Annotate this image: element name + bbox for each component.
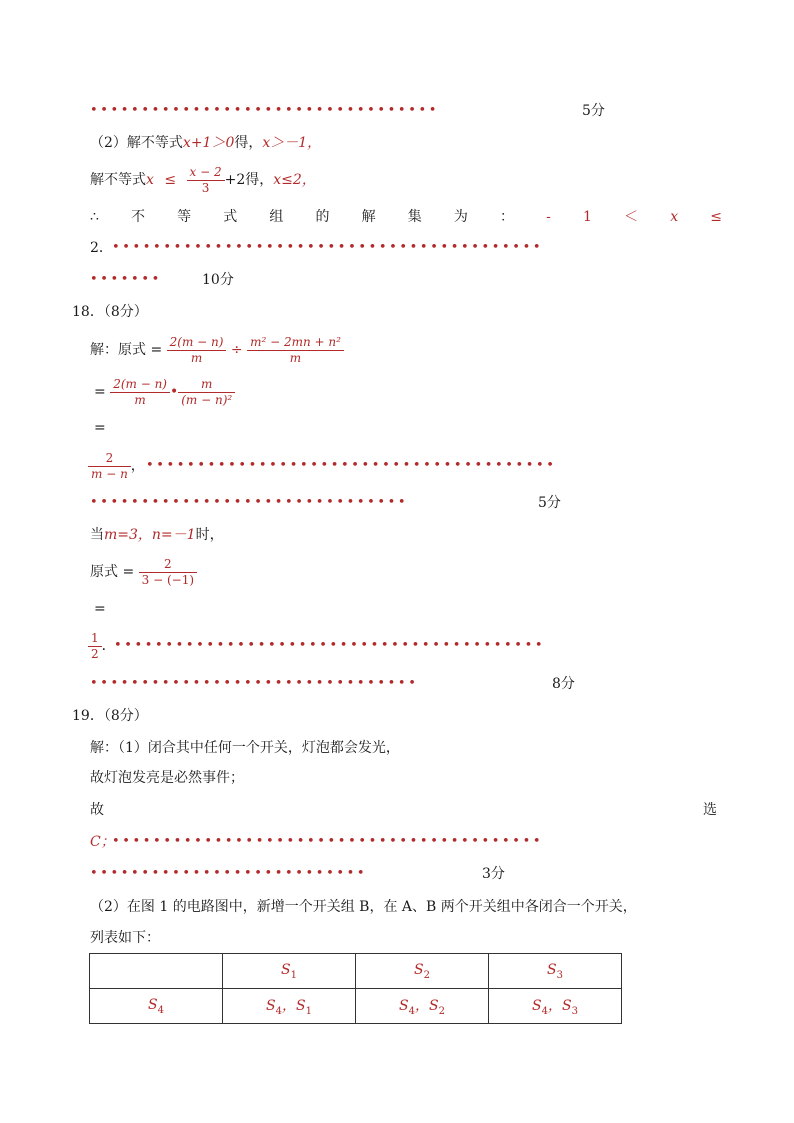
- denominator: 3 − (−1): [139, 572, 197, 588]
- fraction: [187, 165, 225, 196]
- numerator: m² − 2mn + n²: [250, 334, 341, 349]
- denominator: 2: [88, 646, 102, 662]
- table-cell: $S_4$，$S_3$: [489, 989, 622, 1024]
- spread-char: 1: [583, 209, 592, 225]
- math-result: x＞－1，: [262, 135, 322, 151]
- math-result: x≤2，: [273, 172, 316, 188]
- dot-leader: • • • • • • • • • • • • • • • • • • • • • • • • • • • • • • • •: [90, 676, 416, 691]
- fraction: [88, 451, 131, 482]
- fraction: [178, 377, 235, 408]
- math-op: ÷: [230, 342, 243, 358]
- text: 得，: [234, 135, 263, 151]
- table-cell: $S_1$: [223, 954, 356, 989]
- dot-leader: • • • • • • • • • • • • • • • • • • • • • • • • • • • • • • • • • • • • • • • • • •: [112, 240, 541, 255]
- math-op: =: [94, 384, 106, 400]
- text: （2）在图 1 的电路图中，新增一个开关组 B，在 A、B 两个开关组中各闭合一个开关，: [90, 899, 637, 915]
- text: 故灯泡发亮是必然事件；: [90, 770, 244, 786]
- numerator: 2(m − n): [169, 334, 224, 349]
- spread-char: 不: [131, 209, 146, 225]
- score-label: 8分: [552, 676, 575, 692]
- q17-part2-line2: [90, 160, 316, 200]
- numerator: 2: [105, 450, 114, 465]
- text: 2．: [90, 240, 113, 256]
- math-cond: m=3，n=－1: [104, 527, 196, 543]
- dot-leader: • • • • • • • • • • • • • • • • • • • • • • • • • • • • • • • • • • • • • • • • • •: [112, 834, 541, 849]
- numerator: 2(m − n): [113, 376, 167, 391]
- dot-leader: • • • • • • •: [90, 272, 160, 287]
- q17-part2-line1: [90, 133, 321, 153]
- denominator: m: [247, 350, 344, 366]
- fraction: [247, 335, 344, 366]
- text: +2得，: [224, 172, 274, 188]
- numerator: 2: [164, 556, 172, 571]
- q19-line4-start: [90, 832, 115, 852]
- table-row: [90, 989, 622, 1024]
- table-cell: $S_4$: [90, 989, 223, 1024]
- text: 19．（8分）: [72, 708, 148, 724]
- numerator: m: [201, 376, 213, 391]
- math-op: •: [169, 384, 179, 400]
- q18-when-line: [90, 525, 224, 545]
- score-label: 10分: [202, 272, 234, 288]
- numerator: x − 2: [189, 164, 222, 179]
- q18-line2: [94, 372, 235, 412]
- text: （2）解不等式: [90, 135, 183, 151]
- spread-char: 集: [407, 209, 422, 225]
- math-expr: x+1＞0: [182, 135, 235, 151]
- score-label: 3分: [482, 866, 505, 882]
- switch-table: [89, 953, 622, 1024]
- score-label: 5分: [582, 103, 605, 119]
- q18-final: [88, 626, 116, 666]
- score-label: 5分: [538, 495, 561, 511]
- text: 原式 =: [90, 564, 135, 580]
- table-cell: $S_4$，$S_1$: [223, 989, 356, 1024]
- spread-char: x: [670, 209, 679, 225]
- q19-heading: [72, 706, 148, 726]
- q18-result: [88, 446, 145, 486]
- q18-eq: [94, 418, 106, 438]
- text: 18．（8分）: [72, 304, 148, 320]
- math-op: ≤: [164, 172, 177, 188]
- text: ，: [130, 458, 145, 474]
- fraction: [167, 335, 227, 366]
- spread-char: ＜: [624, 209, 639, 225]
- dot-leader: • • • • • • • • • • • • • • • • • • • • • • • • • • • • • • • • • •: [90, 103, 437, 118]
- denominator: m: [167, 350, 227, 366]
- fraction: [88, 631, 102, 662]
- text: 解：原式 =: [90, 342, 163, 358]
- spread-char: 解: [361, 209, 376, 225]
- math-op: =: [94, 601, 106, 617]
- q19-line3-left: [90, 800, 104, 820]
- q18-heading: [72, 302, 148, 322]
- math-answer: C；: [90, 834, 115, 850]
- spread-char: ∴: [90, 209, 99, 225]
- denominator: m: [110, 392, 170, 408]
- spread-char: 等: [177, 209, 192, 225]
- q19-line1: [90, 738, 400, 758]
- denominator: (m − n)²: [178, 392, 235, 408]
- text: 选: [703, 802, 717, 818]
- q18-substitute: [90, 552, 197, 592]
- q19-line2: [90, 768, 244, 788]
- text: 时，: [195, 527, 224, 543]
- dot-leader: • • • • • • • • • • • • • • • • • • • • • • • • • • •: [90, 866, 365, 881]
- dot-leader: • • • • • • • • • • • • • • • • • • • • • • • • • • • • • • •: [90, 495, 406, 510]
- text: 列表如下：: [90, 930, 160, 946]
- math-var: x: [146, 172, 154, 188]
- text: 解：（1）闭合其中任何一个开关，灯泡都会发光，: [90, 740, 400, 756]
- spread-char: 为: [453, 209, 468, 225]
- q19-line3-right: [703, 800, 717, 820]
- denominator: 3: [187, 180, 225, 196]
- q18-line1: [90, 330, 344, 370]
- table-cell: [90, 954, 223, 989]
- table-header-row: [90, 954, 622, 989]
- dot-leader: • • • • • • • • • • • • • • • • • • • • • • • • • • • • • • • • • • • • • • • • • •: [114, 638, 543, 653]
- q17-solution-set-line: [90, 207, 722, 227]
- text: 解不等式: [90, 172, 146, 188]
- table-cell: $S_3$: [489, 954, 622, 989]
- table-cell: $S_2$: [356, 954, 489, 989]
- table-cell: $S_4$，$S_2$: [356, 989, 489, 1024]
- spread-char: 的: [315, 209, 330, 225]
- text: ．: [101, 638, 116, 654]
- text: 故: [90, 802, 104, 818]
- spread-char: ≤: [710, 209, 722, 225]
- q18-eq: [94, 599, 106, 619]
- q19-line6: [90, 928, 160, 948]
- fraction: [139, 557, 197, 588]
- q17-line4-start: [90, 238, 113, 258]
- spread-char: 组: [269, 209, 284, 225]
- spread-char: -: [546, 209, 551, 225]
- math-op: =: [94, 420, 106, 436]
- spread-char: ：: [500, 209, 515, 225]
- q19-line5: [90, 897, 637, 917]
- dot-leader: • • • • • • • • • • • • • • • • • • • • • • • • • • • • • • • • • • • • • • • •: [146, 458, 554, 473]
- spread-char: 式: [223, 209, 238, 225]
- text: 当: [90, 527, 104, 543]
- denominator: m − n: [88, 466, 131, 482]
- fraction: [110, 377, 170, 408]
- numerator: 1: [91, 630, 99, 645]
